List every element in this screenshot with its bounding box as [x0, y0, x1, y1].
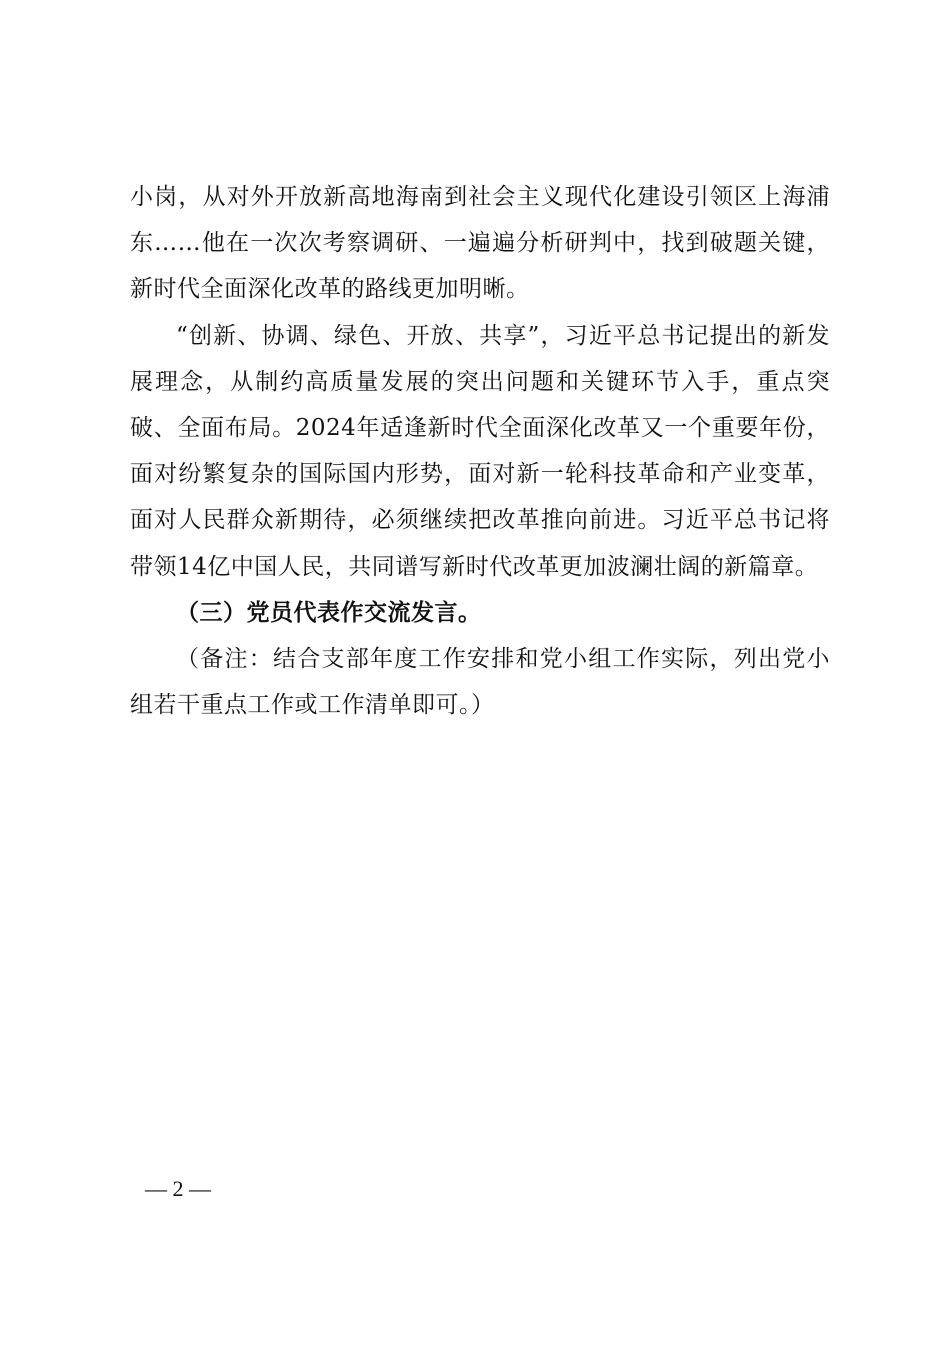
document-body: [130, 174, 830, 728]
paragraph-continuation: 小岗，从对外开放新高地海南到社会主义现代化建设引领区上海浦东……他在一次次考察调研、一遍遍分析研判中，找到破题关键，新时代全面深化改革的路线更加明晰。: [130, 184, 830, 303]
paragraph-note: （备注：结合支部年度工作安排和党小组工作实际，列出党小组若干重点工作或工作清单即可。）: [130, 646, 830, 719]
page-number: — 2 —: [145, 1176, 211, 1201]
paragraph-new-development-concept: “创新、协调、绿色、开放、共享”，习近平总书记提出的新发展理念，从制约高质量发展的突出问题和关键环节入手，重点突破、全面布局。2024年适逢新时代全面深化改革又一个重要年份，面对纷繁复杂的国际国内形势，面对新一轮科技革命和产业变革，面对人民群众新期待，必须继续把改革推向前进。习近平总书记将带领14亿中国人民，共同谱写新时代改革更加波澜壮阔的新篇章。: [130, 322, 830, 580]
section-heading: （三）党员代表作交流发言。: [176, 599, 482, 626]
